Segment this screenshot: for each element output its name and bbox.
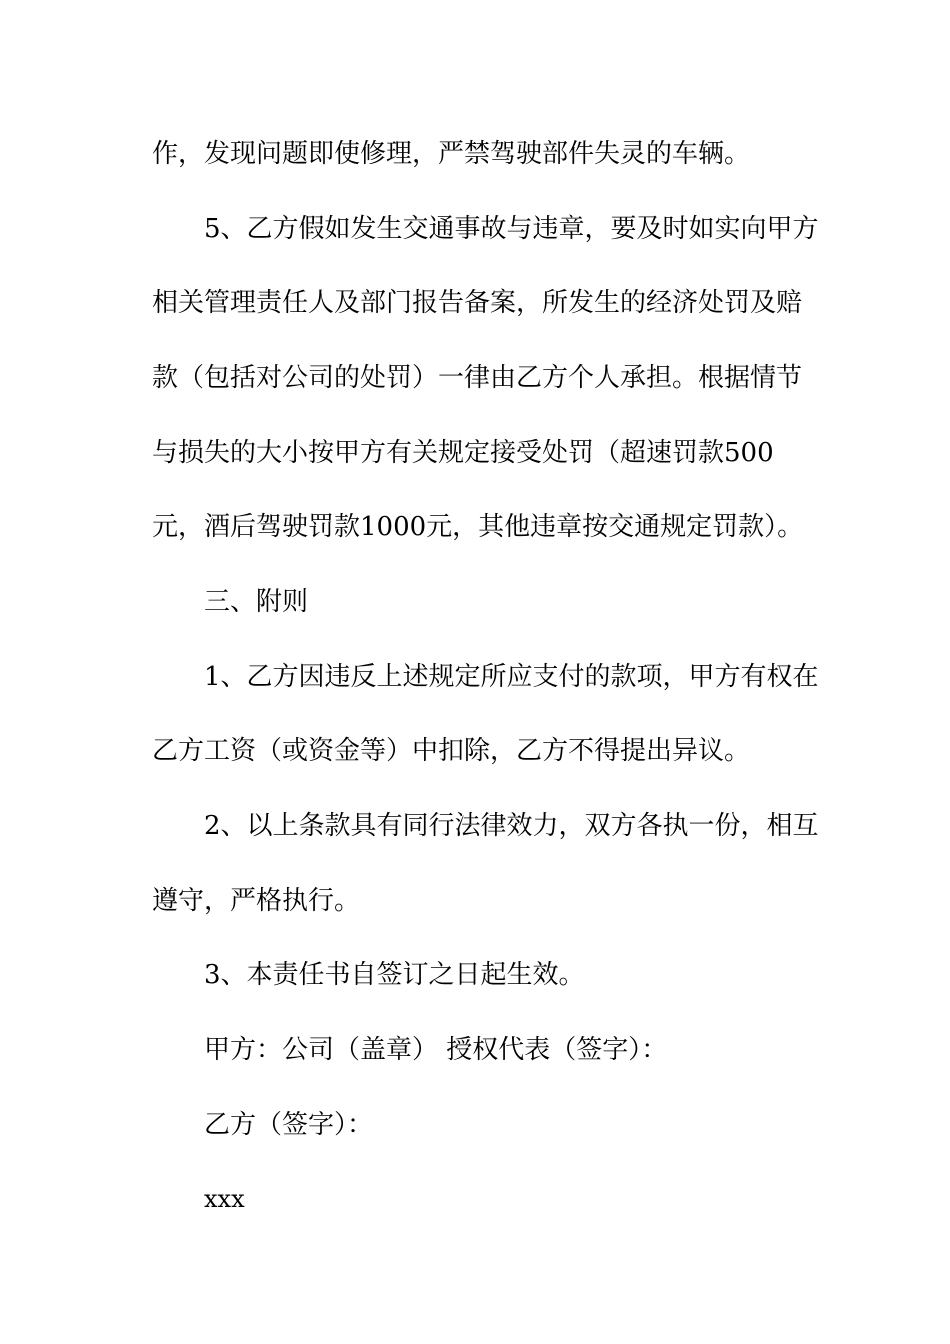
clause-2-line: 2、以上条款具有同行法律效力，双方各执一份，相互 bbox=[204, 811, 819, 841]
paragraph-line: 款（包括对公司的处罚）一律由乙方个人承担。根据情节 bbox=[152, 363, 803, 393]
paragraph-line: 乙方工资（或资金等）中扣除，乙方不得提出异议。 bbox=[152, 736, 751, 766]
clause-3-line: 3、本责任书自签订之日起生效。 bbox=[204, 960, 585, 990]
paragraph-line: 元，酒后驾驶罚款1000元，其他违章按交通规定罚款）。 bbox=[152, 512, 804, 542]
placeholder-text: xxx bbox=[204, 1185, 245, 1213]
party-a-signature-line: 甲方：公司（盖章） 授权代表（签字）： bbox=[204, 1035, 668, 1065]
paragraph-line: 作，发现问题即使修理，严禁驾驶部件失灵的车辆。 bbox=[152, 139, 751, 169]
paragraph-line: 相关管理责任人及部门报告备案，所发生的经济处罚及赔 bbox=[152, 288, 803, 318]
section-heading: 三、附则 bbox=[204, 587, 309, 617]
clause-5-line: 5、乙方假如发生交通事故与违章，要及时如实向甲方 bbox=[204, 214, 819, 244]
paragraph-line: 与损失的大小按甲方有关规定接受处罚（超速罚款500 bbox=[152, 438, 774, 468]
party-b-signature-line: 乙方（签字）： bbox=[204, 1110, 374, 1140]
paragraph-line: 遵守，严格执行。 bbox=[152, 886, 361, 916]
clause-1-line: 1、乙方因违反上述规定所应支付的款项，甲方有权在 bbox=[204, 662, 819, 692]
